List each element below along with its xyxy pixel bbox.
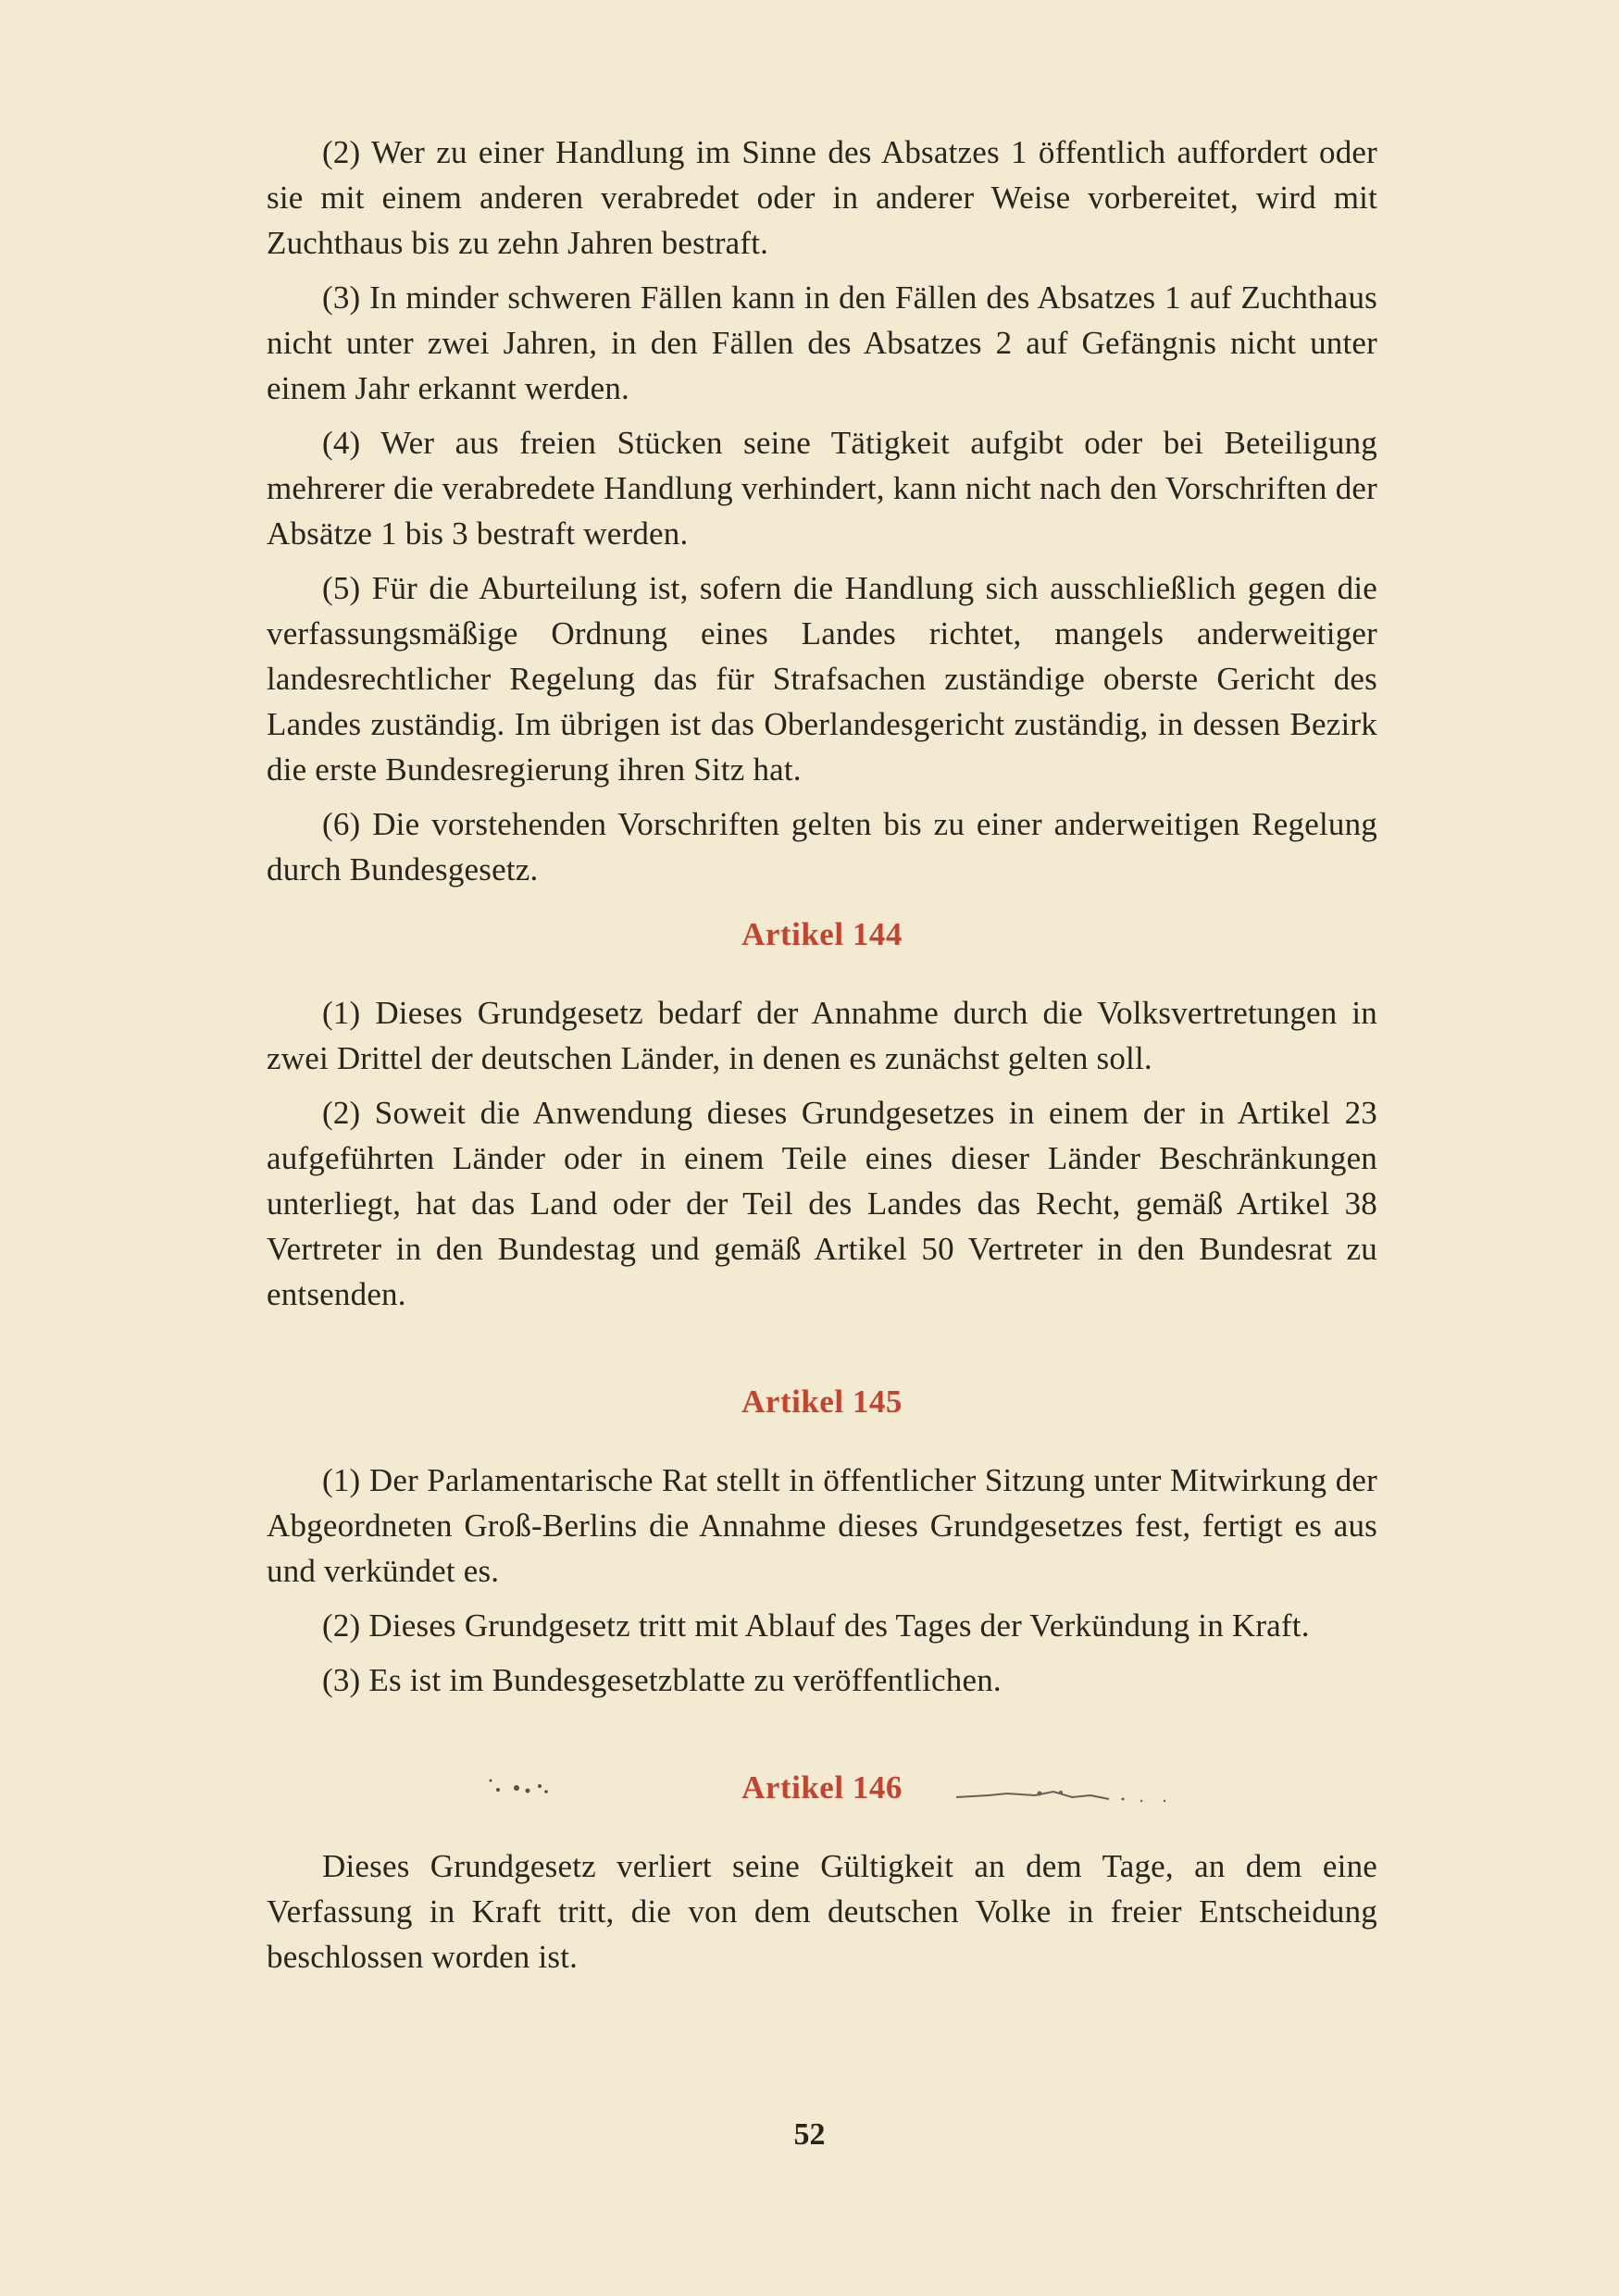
ink-smudge-right (952, 1784, 1183, 1806)
paragraph-143-5: (5) Für die Aburteilung ist, sofern die Handlung sich ausschließlich gegen die verfassungsmäßige Ordnung eines Landes richtet, mangels anderweitiger landesrechtlicher Regelung das für Strafsachen zuständige oberste Gericht des Landes zuständig. Im übrigen ist das Oberlandesgericht zuständig, in dessen Bezirk die erste Bundesregierung ihren Sitz hat. (267, 570, 1377, 788)
paragraph-146: Dieses Grundgesetz verliert seine Gültigkeit an dem Tage, an dem eine Verfassung in Kraft tritt, die von dem deutschen Volke in freier Entscheidung beschlossen worden ist. (267, 1848, 1377, 1975)
paragraph-145-1: (1) Der Parlamentarische Rat stellt in öffentlicher Sitzung unter Mitwirkung der Abgeordneten Groß-Berlins die Annahme dieses Grundgesetzes fest, fertigt es aus und verkündet es. (267, 1462, 1377, 1589)
article-145-heading: Artikel 145 (741, 1384, 903, 1420)
article-144-heading: Artikel 144 (741, 916, 903, 952)
paragraph-144-2: (2) Soweit die Anwendung dieses Grundgesetzes in einem der in Artikel 23 aufgeführten Länder oder in einem Teile eines dieser Länder Beschränkungen unterliegt, hat das Land oder der Teil des Landes das Recht, gemäß Artikel 38 Vertreter in den Bundestag und gemäß Artikel 50 Vertreter in den Bundesrat zu entsenden. (267, 1095, 1377, 1312)
article-146-heading: Artikel 146 (741, 1769, 903, 1806)
paragraph-143-3: (3) In minder schweren Fällen kann in den Fällen des Absatzes 1 auf Zuchthaus nicht unter zwei Jahren, in den Fällen des Absatzes 2 auf Gefängnis nicht unter einem Jahr erkannt werden. (267, 279, 1377, 406)
article-146-heading-wrap (267, 1769, 1377, 1806)
paragraph-143-4: (4) Wer aus freien Stücken seine Tätigkeit aufgibt oder bei Beteiligung mehrerer die verabredete Handlung verhindert, kann nicht nach den Vorschriften der Absätze 1 bis 3 bestraft werden. (267, 425, 1377, 552)
paragraph-143-6: (6) Die vorstehenden Vorschriften gelten bis zu einer anderweitigen Regelung durch Bundesgesetz. (267, 806, 1377, 887)
paragraph-145-3: (3) Es ist im Bundesgesetzblatte zu veröffentlichen. (322, 1662, 1002, 1698)
page-number: 52 (793, 2117, 826, 2152)
paragraph-145-2: (2) Dieses Grundgesetz tritt mit Ablauf des Tages der Verkündung in Kraft. (322, 1607, 1310, 1644)
document-page (267, 130, 1377, 1989)
paragraph-144-1: (1) Dieses Grundgesetz bedarf der Annahme durch die Volksvertretungen in zwei Drittel der deutschen Länder, in denen es zunächst gelten soll. (267, 995, 1377, 1076)
paragraph-143-2: (2) Wer zu einer Handlung im Sinne des Absatzes 1 öffentlich auffordert oder sie mit einem anderen verabredet oder in anderer Weise vorbereitet, wird mit Zuchthaus bis zu zehn Jahren bestraft. (267, 134, 1377, 261)
